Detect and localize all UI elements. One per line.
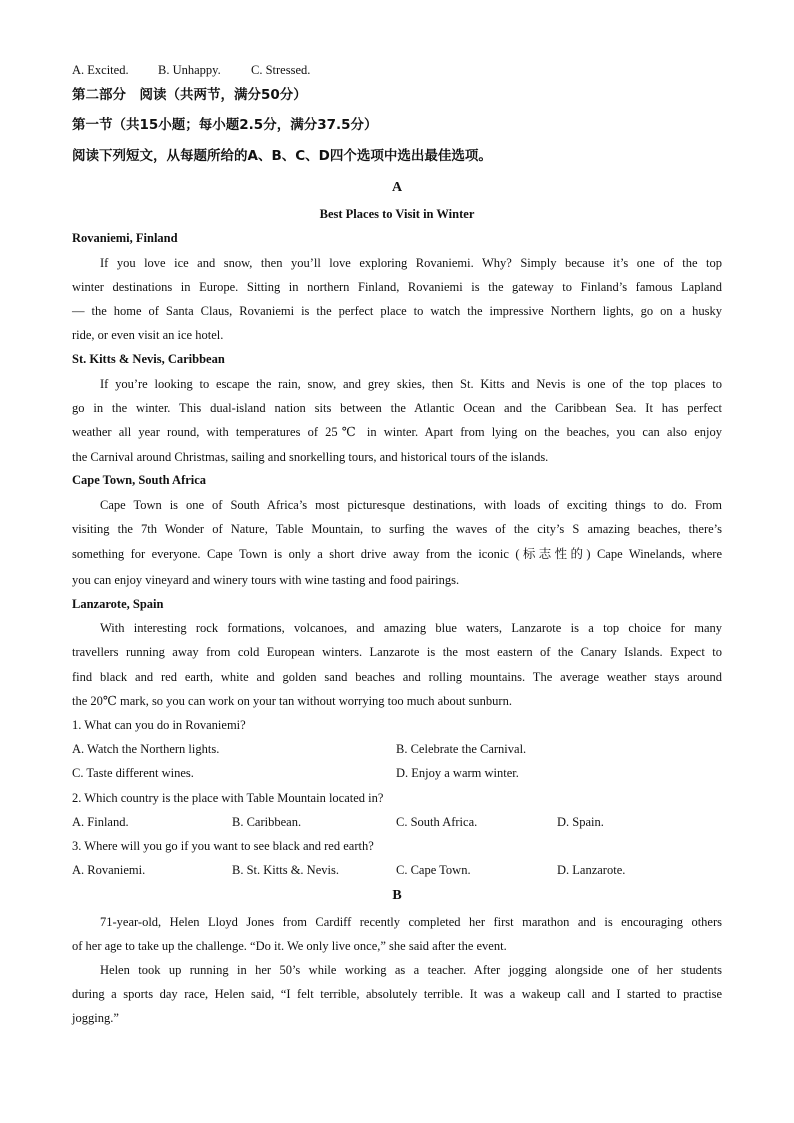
option-b: B. Caribbean. <box>232 815 302 829</box>
option-a: A. Rovaniemi. <box>72 863 146 877</box>
section-heading-rovaniemi: Rovaniemi, Finland <box>72 231 178 245</box>
paragraph-line: 71-year-old, Helen Lloyd Jones from Cardiff recently completed her first marathon and is encouraging others <box>100 915 722 929</box>
paragraph-line: With interesting rock formations, volcanoes, and amazing blue waters, Lanzarote is a top choice for many <box>100 621 722 635</box>
option-d: D. Lanzarote. <box>557 863 626 877</box>
paragraph-line: — the home of Santa Claus, Rovaniemi is the perfect place to watch the impressive Northern lights, go on a husky <box>72 304 722 318</box>
paragraph-line: Helen took up running in her 50’s while working as a teacher. After jogging alongside one of her students <box>100 963 722 977</box>
part-heading: 第二部分 阅读（共两节，满分50分） <box>72 87 307 103</box>
paragraph-line: travellers running away from cold European winters. Lanzarote is the most eastern of the Canary Islands. Expect to <box>72 645 722 659</box>
paragraph-line: go in the winter. This dual-island nation sits between the Atlantic Ocean and the Caribbean Sea. It has perfect <box>72 401 722 415</box>
paragraph-line: during a sports day race, Helen said, “I felt terrible, absolutely terrible. It was a wakeup call and I started to practise <box>72 987 722 1001</box>
paragraph-line: find black and red earth, white and golden sand beaches and rolling mountains. The average weather stays around <box>72 670 722 684</box>
paragraph-line: ride, or even visit an ice hotel. <box>72 328 224 342</box>
paragraph-line: the Carnival around Christmas, sailing and snorkelling tours, and historical tours of the islands. <box>72 450 549 464</box>
paragraph-line: the 20℃ mark, so you can work on your tan without worrying too much about sunburn. <box>72 694 512 708</box>
paragraph-line: jogging.” <box>72 1011 119 1025</box>
paragraph-line: you can enjoy vineyard and winery tours with wine tasting and food pairings. <box>72 573 460 587</box>
option-d: D. Spain. <box>557 815 604 829</box>
option-b: B. Celebrate the Carnival. <box>396 742 527 756</box>
paragraph-line: something for everyone. Cape Town is only a short drive away from the iconic (标志性的) Cape Winelands, where <box>72 547 722 561</box>
option: A. Excited. <box>72 63 129 77</box>
question-stem: 2. Which country is the place with Table Mountain located in? <box>72 791 384 805</box>
section-heading-cape-town: Cape Town, South Africa <box>72 473 207 487</box>
section-heading-lanzarote: Lanzarote, Spain <box>72 597 164 611</box>
paragraph-line: Cape Town is one of South Africa’s most picturesque destinations, with loads of exciting things to do. From <box>100 498 722 512</box>
option-c: C. Cape Town. <box>396 863 471 877</box>
passage-title: Best Places to Visit in Winter <box>319 207 475 221</box>
paragraph-line: weather all year round, with temperatures of 25℃ in winter. Apart from lying on the beaches, you can also enjoy <box>72 425 722 439</box>
passage-letter: A <box>391 180 403 195</box>
section-heading: 第一节（共15小题；每小题2.5分，满分37.5分） <box>72 117 378 133</box>
question-stem: 1. What can you do in Rovaniemi? <box>72 718 246 732</box>
instruction: 阅读下列短文，从每题所给的A、B、C、D四个选项中选出最佳选项。 <box>72 148 492 164</box>
option-c: C. Taste different wines. <box>72 766 194 780</box>
option: B. Unhappy. <box>158 63 221 77</box>
paragraph-line: If you’re looking to escape the rain, snow, and grey skies, then St. Kitts and Nevis is one of the top places to <box>100 377 722 391</box>
paragraph-line: winter destinations in Europe. Sitting in northern Finland, Rovaniemi is the gateway to Finland’s famous Lapland <box>72 280 722 294</box>
option-d: D. Enjoy a warm winter. <box>396 766 519 780</box>
option-a: A. Finland. <box>72 815 129 829</box>
option-a: A. Watch the Northern lights. <box>72 742 220 756</box>
question-stem: 3. Where will you go if you want to see black and red earth? <box>72 839 374 853</box>
paragraph-line: visiting the 7th Wonder of Nature, Table Mountain, to surfing the waves of the city’s S amazing beaches, there’s <box>72 522 722 536</box>
paragraph-line: of her age to take up the challenge. “Do it. We only live once,” she said after the event. <box>72 939 507 953</box>
option-b: B. St. Kitts &. Nevis. <box>232 863 339 877</box>
section-heading-st-kitts: St. Kitts & Nevis, Caribbean <box>72 352 225 366</box>
option-c: C. South Africa. <box>396 815 478 829</box>
paragraph-line: If you love ice and snow, then you’ll love exploring Rovaniemi. Why? Simply because it’s one of the top <box>100 256 722 270</box>
passage-letter: B <box>392 888 402 903</box>
option: C. Stressed. <box>251 63 311 77</box>
